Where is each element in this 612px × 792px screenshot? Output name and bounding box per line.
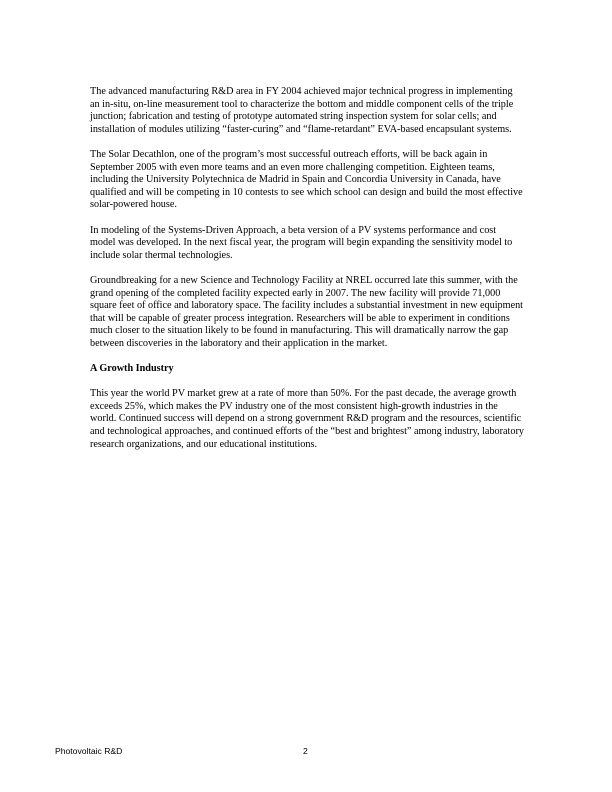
paragraph-manufacturing: The advanced manufacturing R&D area in FY 2004 achieved major technical progress in implementing an in-situ, on-line measurement tool to characterize the bottom and middle component cells of the triple junction; fabrication and testing of prototype automated string inspection system for solar cells; and installation of modules utilizing “faster-curing” and “flame-retardant” EVA-based encapsulant systems.	[90, 86, 514, 135]
section-heading: A Growth Industry	[90, 363, 174, 375]
footer-title: Photovoltaic R&D	[55, 746, 123, 756]
paragraph-growth-industry: This year the world PV market grew at a rate of more than 50%. For the past decade, the average growth exceeds 25%, which makes the PV industry one of the most consistent high-growth industries in the world. Continued success will depend on a strong government R&D program and the resources, scientific and technological approaches, and continued efforts of the “best and brightest” among industry, laboratory research organizations, and our educational institutions.	[90, 388, 524, 450]
page-number: 2	[303, 746, 308, 756]
paragraph-systems-driven: In modeling of the Systems-Driven Approach, a beta version of a PV systems performance and cost model was developed. In the next fiscal year, the program will begin expanding the sensitivity model to include solar thermal technologies.	[90, 224, 513, 261]
paragraph-groundbreaking: Groundbreaking for a new Science and Technology Facility at NREL occurred late this summer, with the grand opening of the completed facility expected early in 2007. The new facility will provide 71,000 square feet of office and laboratory space. The facility includes a substantial investment in new equipment that will be capable of greater process integration. Researchers will be able to experiment in conditions much closer to the situation likely to be found in manufacturing. This will dramatically narrow the gap between discoveries in the laboratory and their application in the market.	[90, 274, 524, 349]
paragraph-solar-decathlon: The Solar Decathlon, one of the program’s most successful outreach efforts, will be back again in September 2005 with even more teams and an even more challenging competition. Eighteen teams, including the University Polytechnica de Madrid in Spain and Concordia University in Canada, have qualified and will be competing in 10 contests to see which school can design and build the most effective solar-powered house.	[90, 148, 523, 211]
body-content	[90, 86, 524, 464]
